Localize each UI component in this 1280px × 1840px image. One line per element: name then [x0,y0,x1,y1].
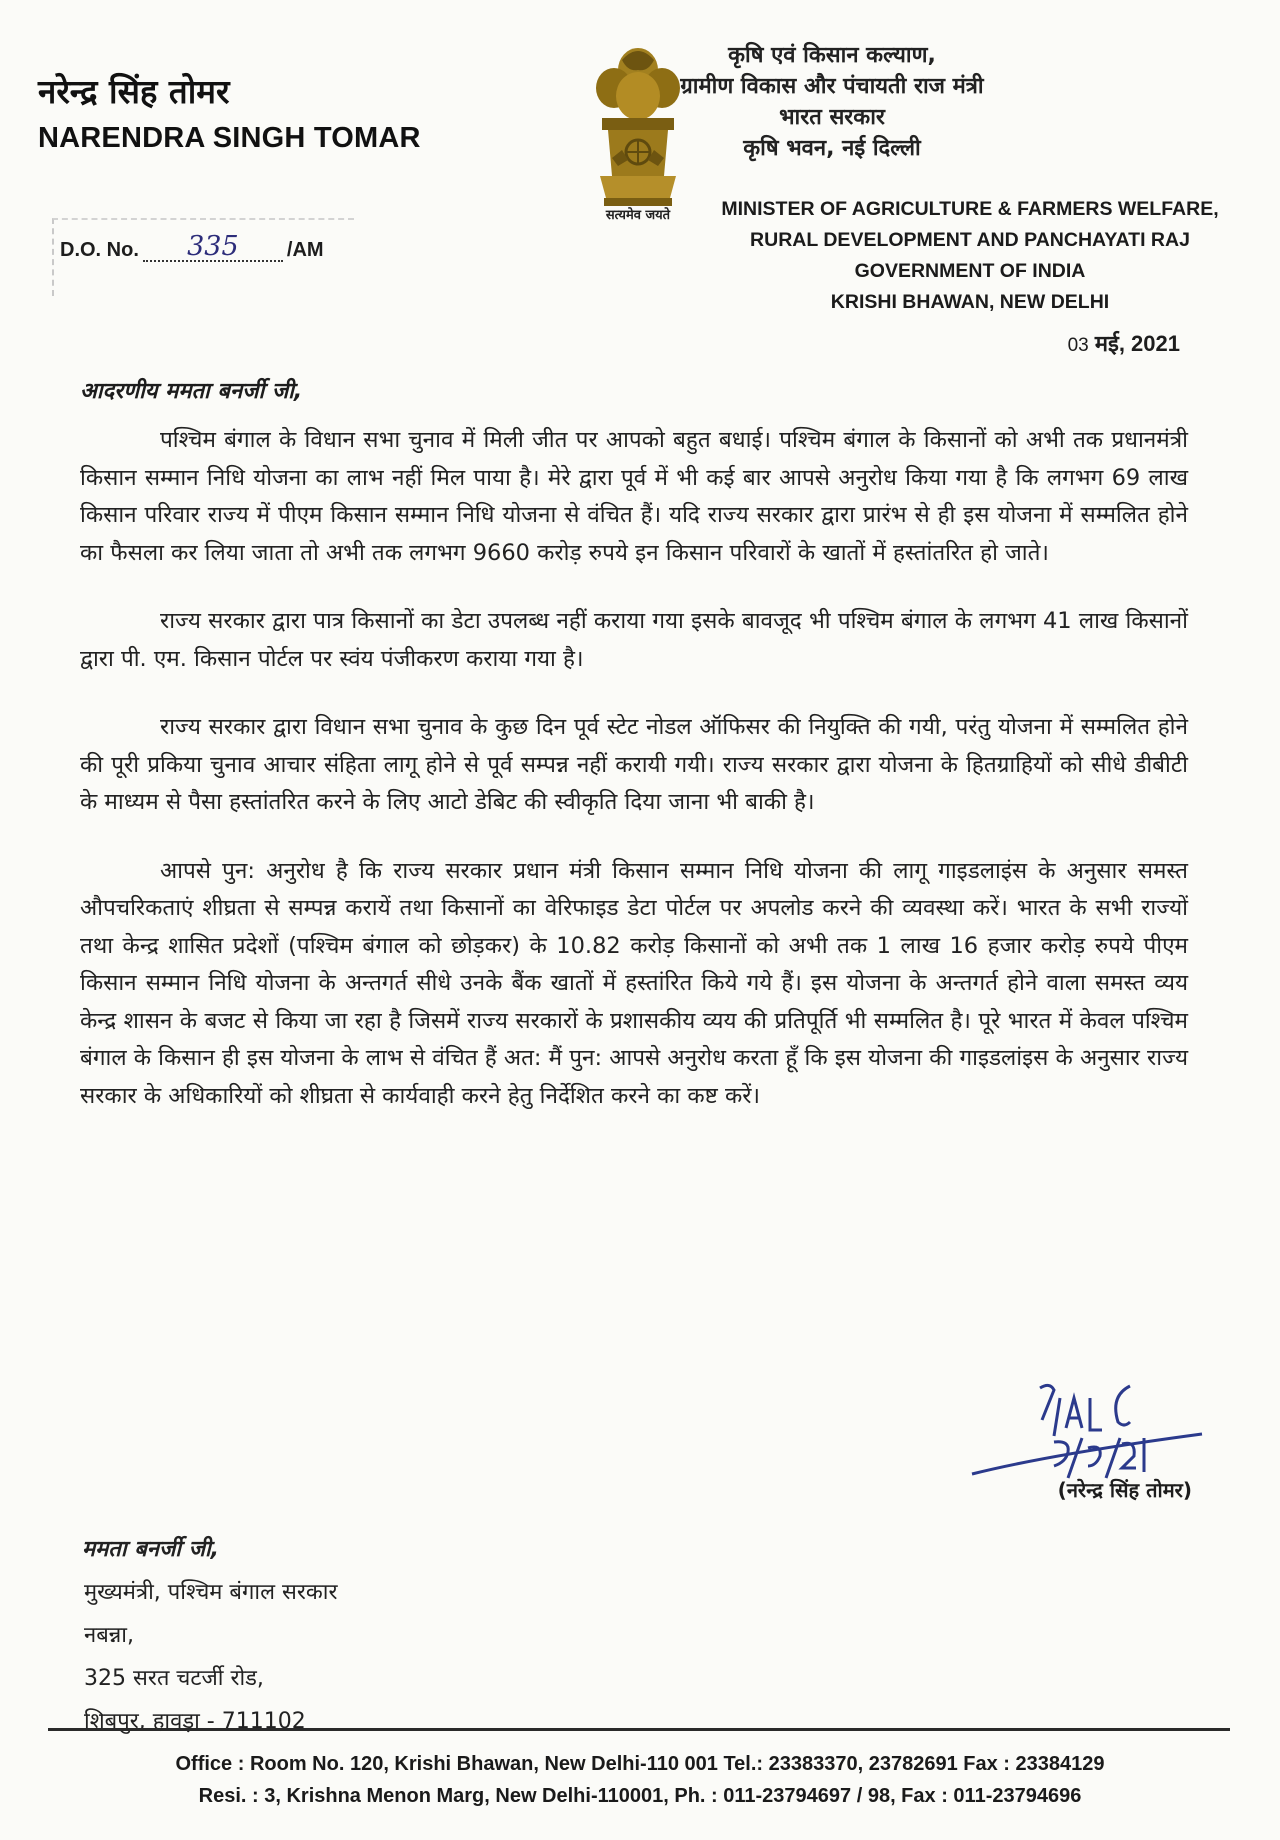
footer-divider [48,1728,1230,1731]
date-day: 03 [1067,335,1089,356]
signatory-name: (नरेन्द्र सिंह तोमर) [1057,1478,1192,1502]
recipient-address-line: नबन्ना, [84,1623,135,1648]
reference-number-value: 335 [143,234,283,262]
sender-name-english: NARENDRA SINGH TOMAR [38,122,421,154]
office-header-hindi [602,40,1062,164]
date-month-year: मई, 2021 [1094,331,1180,356]
letter-date [1068,328,1180,358]
footer-office-address: Office : Room No. 120, Krishi Bhawan, New Delhi-110 001 Tel.: 23383370, 23782691 Fax : 23384129 [175,1753,1105,1775]
recipient-address-line: 325 सरत चटर्जी रोड, [84,1666,264,1691]
recipient-designation: मुख्यमंत्री, पश्चिम बंगाल सरकार [84,1580,338,1605]
emblem-motto: सत्यमेव जयते [605,208,671,223]
sender-name-hindi: नरेन्द्र सिंह तोमर [38,72,230,111]
office-header-english-line: RURAL DEVELOPMENT AND PANCHAYATI RAJ [750,229,1190,251]
office-header-english-line: GOVERNMENT OF INDIA [854,260,1086,282]
body-paragraph: राज्य सरकार द्वारा पात्र किसानों का डेटा उपलब्ध नहीं कराया गया इसके बावजूद भी पश्चिम बंगाल के लगभग 41 लाख किसानों द्वारा पी. एम. किसान पोर्टल पर स्वंय पंजीकरण कराया गया है। [80,608,1188,672]
office-header-hindi-line: कृषि एवं किसान कल्याण, [728,43,936,68]
body-paragraph: आपसे पुन: अनुरोध है कि राज्य सरकार प्रधान मंत्री किसान सम्मान निधि योजना की लागू गाइडलाइंस के अनुसार समस्त औपचरिकताएं शीघ्रता से सम्पन्न करायें तथा किसानों का वेरिफाइड डेटा पोर्टल पर अपलोड करने की व्यवस्था करें। भारत के सभी राज्यों तथा केन्द्र शासित प्रदेशों (पश्चिम बंगाल को छोड़कर) के 10.82 करोड़ किसानों को अभी तक 1 लाख 16 हजार करोड़ रुपये पीएम किसान सम्मान निधि योजना के अन्तगर्त सीधे उनके बैंक खातों में हस्तांरित किये गये हैं। इस योजना के अन्तगर्त होने वाला समस्त व्यय केन्द्र शासन के बजट से किया जा रहा है जिसमें राज्य सरकारों के प्रशासकीय व्यय की प्रतिपूर्ति भी सम्मलित है। पूरे भारत में केवल पश्चिम बंगाल के किसान ही इस योजना के लाभ से वंचित हैं अत: मैं पुन: आपसे अनुरोध करता हूँ कि इस योजना की गाइडलांइस के अनुसार राज्य सरकार के अधिकारियों को शीघ्रता से कार्यवाही करने हेतु निर्देशित करने का कष्ट करें। [80,857,1188,1109]
recipient-address [84,1528,337,1743]
office-header-english [700,194,1240,318]
body-paragraph: राज्य सरकार द्वारा विधान सभा चुनाव के कुछ दिन पूर्व स्टेट नोडल ऑफिसर की नियुक्ति की गयी, परंतु योजना में सम्मलित होने की पूरी प्रकिया चुनाव आचार संहिता लागू होने से पूर्व सम्पन्न नहीं करायी गयी। राज्य सरकार द्वारा योजना के हितग्राहियों को सीधे डीबीटी के माध्यम से पैसा हस्तांतरित करने के लिए आटो डेबिट की स्वीकृति दिया जाना भी बाकी है। [80,714,1188,815]
footer-contact [40,1748,1240,1812]
office-header-english-line: MINISTER OF AGRICULTURE & FARMERS WELFARE, [721,198,1219,220]
recipient-address-line: शिबपुर, हावड़ा - 711102 [84,1709,306,1734]
letter-body [80,422,1188,1146]
office-header-hindi-line: कृषि भवन, नई दिल्ली [743,136,921,161]
recipient-name: ममता बनर्जी जी, [82,1537,220,1562]
office-header-hindi-line: ग्रामीण विकास और पंचायती राज मंत्री [680,74,984,99]
footer-residence-address: Resi. : 3, Krishna Menon Marg, New Delhi-110001, Ph. : 011-23794697 / 98, Fax : 011-23794696 [198,1785,1082,1807]
reference-number [60,231,324,262]
salutation: आदरणीय ममता बनर्जी जी, [80,379,303,404]
office-header-hindi-line: भारत सरकार [779,105,885,130]
reference-suffix: /AM [286,239,324,261]
office-header-english-line: KRISHI BHAWAN, NEW DELHI [830,291,1110,313]
reference-prefix: D.O. No. [60,239,139,261]
body-paragraph: पश्चिम बंगाल के विधान सभा चुनाव में मिली जीत पर आपको बहुत बधाई। पश्चिम बंगाल के किसानों को अभी तक प्रधानमंत्री किसान सम्मान निधि योजना का लाभ नहीं मिल पाया है। मेरे द्वारा पूर्व में भी कई बार आपसे अनुरोध किया गया है कि लगभग 69 लाख किसान परिवार राज्य में पीएम किसान सम्मान निधि योजना से वंचित हैं। यदि राज्य सरकार द्वारा प्रारंभ से ही इस योजना में सम्मलित होने का फैसला कर लिया जाता तो अभी तक लगभग 9660 करोड़ रुपये इन किसान परिवारों के खातों में हस्तांतरित हो जाते। [80,427,1188,566]
